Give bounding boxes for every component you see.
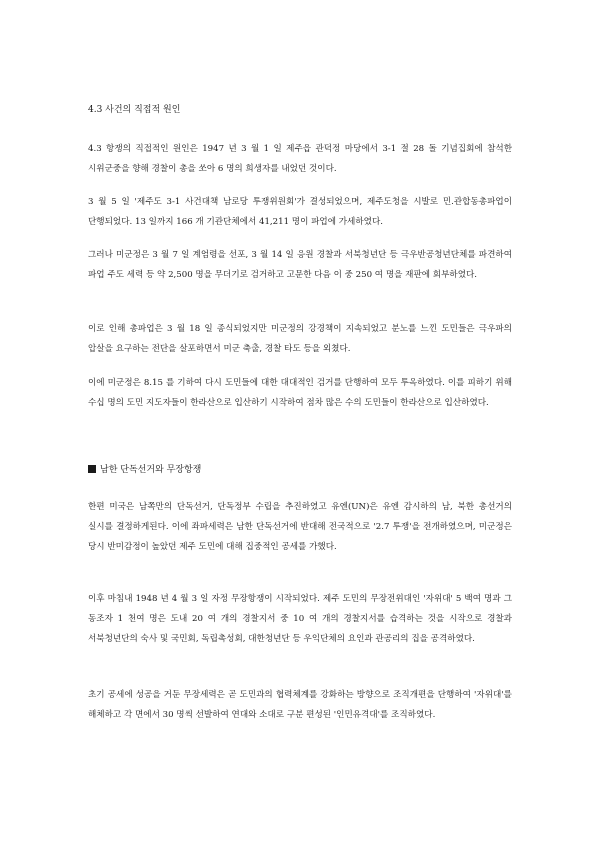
paragraph-1: 4.3 항쟁의 직접적인 원인은 1947 년 3 월 1 일 제주읍 관덕정 마당에서 3-1 절 28 돌 기념집회에 참석한 시위군중을 향해 경찰이 총을 쏘아 6 명의 희생자를 내었던 것이다. [88,144,512,174]
paragraph-3: 그러나 미군정은 3 월 7 일 계엄령을 선포, 3 월 14 일 응원 경찰과 서북청년단 등 극우반공청년단체를 파견하여 파업 주도 세력 등 약 2,500 명을 무더기로 검거하고 고문한 다음 이 중 250 여 명을 재판에 회부하였다. [88,250,512,280]
section-heading-direct-cause [88,104,512,116]
square-bullet-icon [88,465,96,473]
section-heading-text: 4.3 사건의 직접적 원인 [88,105,181,115]
paragraph-8: 초기 공세에 성공을 거둔 무장세력은 곧 도민과의 협력체계를 강화하는 방향으로 조직개편을 단행하여 '자위대'를 해체하고 각 면에서 30 명씩 선발하여 연대와 소대로 구분 편성된 '인민유격대'를 조직하였다. [88,690,512,720]
paragraph-2: 3 월 5 일 '제주도 3-1 사건대책 남로당 투쟁위원회'가 결성되었으며, 제주도청을 시발로 민.관합동총파업이 단행되었다. 13 일까지 166 개 기관단체에서 41,211 명이 파업에 가세하였다. [88,197,512,227]
paragraph-7: 이후 마침내 1948 년 4 월 3 일 자정 무장항쟁이 시작되었다. 제주 도민의 무장전위대인 '자위대' 5 백여 명과 그 동조자 1 천여 명은 도내 20 여 개의 경찰지서 중 10 여 개의 경찰지서를 습격하는 것을 시작으로 경찰과 서북청년단의 숙사 및 국민회, 독립촉성회, 대한청년단 등 우익단체의 요인과 관공리의 집을 공격하였다. [88,594,512,644]
paragraph-6: 한편 미국은 남쪽만의 단독선거, 단독정부 수립을 추진하였고 유엔(UN)은 유엔 감시하의 남, 북한 총선거의 실시를 결정하게된다. 이에 좌파세력은 남한 단독선거에 반대해 전국적으로 '2.7 투쟁'을 전개하였으며, 미군정은 당시 반미감정이 높았던 제주 도민에 대해 집중적인 공세를 가했다. [88,502,512,552]
section-heading-election-uprising [88,464,512,476]
paragraph-4: 이로 인해 총파업은 3 월 18 일 종식되었지만 미군정의 강경책이 지속되었고 분노를 느낀 도민들은 극우파의 압살을 요구하는 전단을 살포하면서 미군 축출, 경찰 타도 등을 외쳤다. [88,324,512,354]
paragraph-5: 이에 미군정은 8.15 를 기하여 다시 도민들에 대한 대대적인 검거를 단행하여 모두 투옥하였다. 이를 피하기 위해 수십 명의 도민 지도자들이 한라산으로 입산하기 시작하여 점차 많은 수의 도민들이 한라산으로 입산하였다. [88,378,512,408]
section-heading-text: 남한 단독선거와 무장항쟁 [100,465,202,475]
